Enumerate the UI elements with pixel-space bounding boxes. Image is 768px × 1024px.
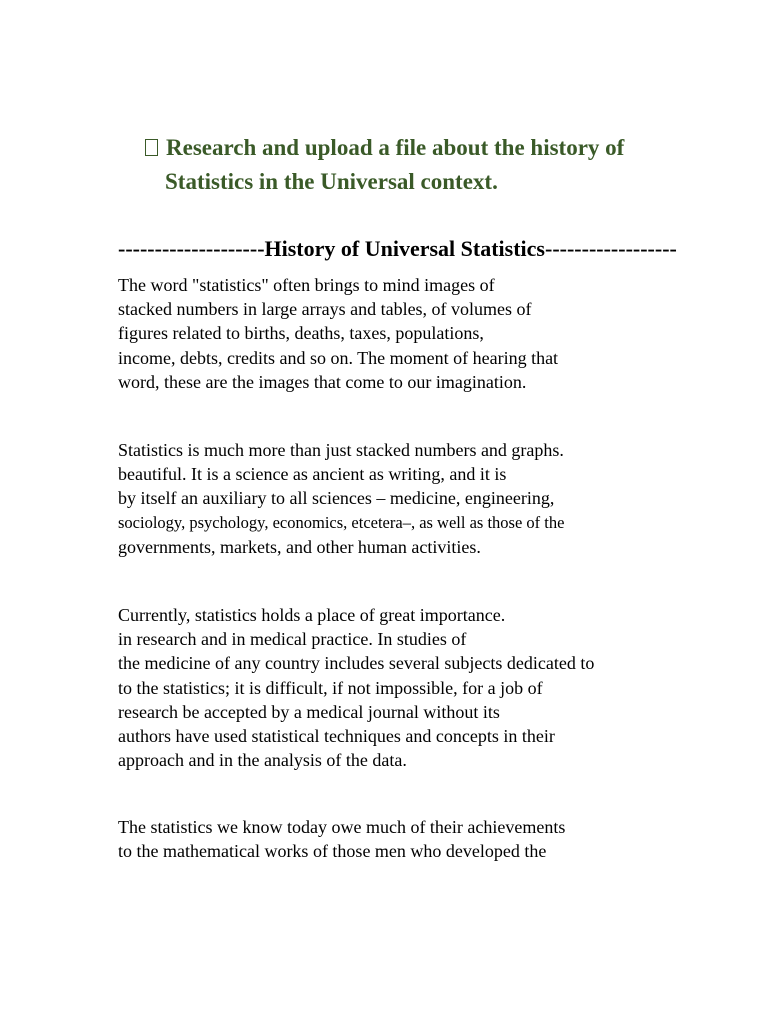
paragraph-line: figures related to births, deaths, taxes, populations, (118, 323, 484, 344)
paragraph-line: The statistics we know today owe much of their achievements (118, 817, 566, 837)
paragraph-line: in research and in medical practice. In studies of (118, 629, 467, 650)
paragraph-2 (118, 438, 738, 559)
task-instruction (145, 131, 745, 199)
paragraph-line: word, these are the images that come to our imagination. (118, 371, 527, 392)
paragraph-line: Statistics is much more than just stacked numbers and graphs. (118, 440, 564, 460)
paragraph-line: to the statistics; it is difficult, if not impossible, for a job of (118, 677, 543, 698)
paragraph-1 (118, 273, 738, 394)
paragraph-line: sociology, psychology, economics, etcetera–, as well as those of the (118, 512, 565, 532)
paragraph-line: the medicine of any country includes several subjects dedicated to (118, 653, 595, 674)
paragraph-line: to the mathematical works of those men who developed the (118, 841, 547, 862)
paragraph-line: approach and in the analysis of the data. (118, 750, 407, 771)
paragraph-line: beautiful. It is a science as ancient as writing, and it is (118, 464, 507, 485)
paragraph-line: research be accepted by a medical journal without its (118, 701, 500, 722)
document-heading: --------------------History of Universal Statistics------------------ (118, 236, 677, 261)
paragraph-4 (118, 815, 738, 863)
paragraph-line: stacked numbers in large arrays and tables, of volumes of (118, 299, 532, 320)
task-line-2: Statistics in the Universal context. (165, 169, 498, 194)
checkbox-bullet-icon (145, 139, 158, 156)
paragraph-line: by itself an auxiliary to all sciences – medicine, engineering, (118, 488, 555, 509)
paragraph-line: governments, markets, and other human activities. (118, 536, 481, 557)
paragraph-line: income, debts, credits and so on. The moment of hearing that (118, 347, 559, 368)
task-line-1 (145, 131, 745, 165)
paragraph-line: authors have used statistical techniques and concepts in their (118, 726, 555, 747)
paragraph-line: The word "statistics" often brings to mind images of (118, 275, 495, 295)
paragraph-3 (118, 603, 738, 772)
paragraph-line: Currently, statistics holds a place of great importance. (118, 605, 506, 625)
task-text-1: Research and upload a file about the history of (166, 135, 625, 160)
